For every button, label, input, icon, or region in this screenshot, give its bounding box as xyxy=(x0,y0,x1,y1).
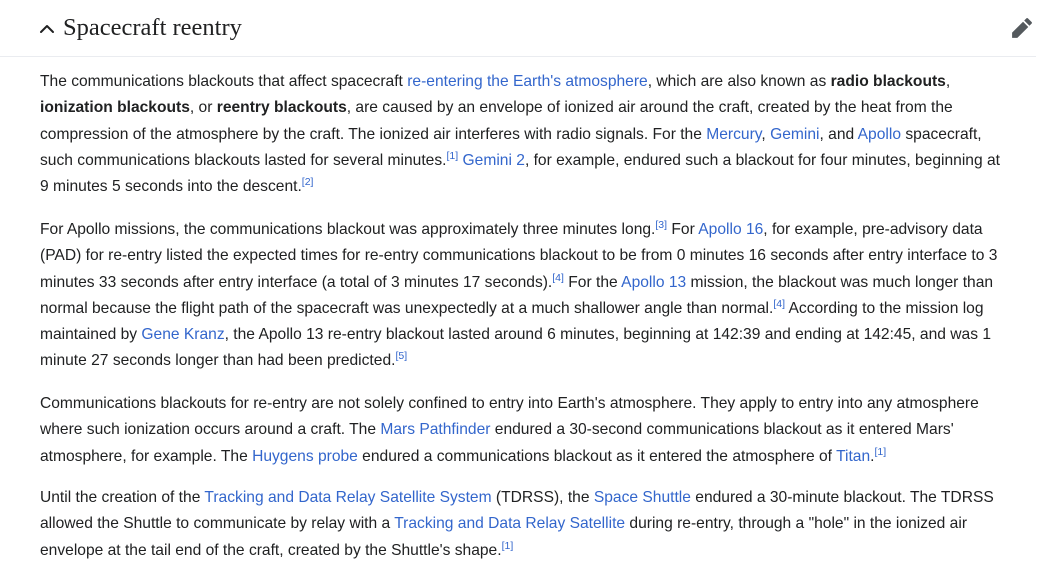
paragraph xyxy=(40,217,997,375)
section-header xyxy=(0,0,1036,57)
text-run: allowed the Shuttle to communicate by relay with a xyxy=(40,515,395,533)
text-run: maintained by xyxy=(40,326,142,344)
text-run: endured a 30-second communications blackout as it entered Mars' xyxy=(490,421,954,439)
text-run: endured a 30-minute blackout. The TDRSS xyxy=(690,489,994,506)
inline-link[interactable]: Gemini 2 xyxy=(462,151,525,169)
text-run: endured a communications blackout as it entered the atmosphere of xyxy=(357,447,837,465)
text-run: during re-entry, through a "hole" in the ionized air xyxy=(625,515,968,533)
text-run: spacecraft, xyxy=(901,125,982,143)
text-run: Until the creation of the xyxy=(40,489,205,506)
text-run: atmosphere, for example. The xyxy=(40,447,253,465)
reference-link[interactable]: [5] xyxy=(395,350,408,363)
text-run: . xyxy=(870,447,875,465)
text-run: , for example, pre-advisory data xyxy=(763,221,983,238)
reference-link[interactable]: [1] xyxy=(874,445,887,458)
text-run: , for example, endured such a blackout for four minutes, beginning at xyxy=(524,151,1000,169)
text-run: normal because the flight path of the spacecraft was unexpectedly at a much shallower angle than normal. xyxy=(40,299,774,317)
inline-link[interactable]: Apollo 13 xyxy=(621,273,687,291)
text-run: minutes 33 seconds after entry interface (a total of 3 minutes 17 seconds). xyxy=(40,273,553,291)
inline-link[interactable]: Titan xyxy=(836,447,871,465)
text-run: , the Apollo 13 re-entry blackout lasted around 6 minutes, beginning at 142:39 and ending at 142:45, and was 1 xyxy=(224,326,992,344)
bold-term: radio blackouts xyxy=(830,73,946,90)
reference-superscript xyxy=(447,150,459,162)
inline-link[interactable]: Gene Kranz xyxy=(141,326,225,344)
text-run: (PAD) for re-entry listed the expected times for re-entry communications blackout to be from 0 minutes 16 seconds after entry interface to 3 xyxy=(40,247,998,265)
reference-link[interactable]: [1] xyxy=(501,539,514,552)
inline-link[interactable]: Mercury xyxy=(706,125,762,143)
inline-link[interactable]: re-entering the Earth's atmosphere xyxy=(407,73,648,90)
bold-term: ionization blackouts xyxy=(40,99,190,117)
reference-link[interactable]: [4] xyxy=(552,271,564,284)
inline-link[interactable]: Space Shuttle xyxy=(593,489,691,506)
reference-superscript xyxy=(502,539,514,551)
inline-link[interactable]: Mars Pathfinder xyxy=(380,421,491,439)
section-title: Spacecraft reentry xyxy=(63,14,242,41)
text-run: For Apollo missions, the communications blackout was approximately three minutes long. xyxy=(40,221,656,238)
text-run: According to the mission log xyxy=(785,299,984,317)
text-run: where such ionization occurs around a craft. The xyxy=(40,421,381,439)
text-run: mission, the blackout was much longer than xyxy=(686,273,994,291)
text-run: The communications blackouts that affect spacecraft xyxy=(40,73,408,90)
paragraph xyxy=(40,485,994,564)
inline-link[interactable]: Tracking and Data Relay Satellite xyxy=(394,515,626,533)
inline-link[interactable]: Gemini xyxy=(770,125,820,143)
text-run: envelope at the tail end of the craft, created by the Shuttle's shape. xyxy=(40,541,502,559)
reference-superscript xyxy=(395,350,407,362)
paragraph xyxy=(40,69,1000,200)
text-run: compression of the atmosphere by the craft. The ionized air interferes with radio signals. For the xyxy=(40,125,707,143)
inline-link[interactable]: Tracking and Data Relay Satellite System xyxy=(204,489,492,506)
text-run: such communications blackouts lasted for several minutes. xyxy=(40,151,447,169)
text-run: , and xyxy=(819,125,858,143)
text-run: (TDRSS), the xyxy=(491,489,594,506)
text-run: , which are also known as xyxy=(647,73,831,90)
pencil-icon[interactable] xyxy=(1011,17,1033,39)
reference-superscript xyxy=(302,176,314,188)
chevron-up-icon[interactable] xyxy=(38,20,56,38)
text-run: , are caused by an envelope of ionized air around the craft, created by the heat from the xyxy=(346,99,953,117)
reference-superscript xyxy=(875,445,887,457)
reference-link[interactable]: [4] xyxy=(773,297,786,310)
text-run: , or xyxy=(189,99,217,117)
reference-link[interactable]: [2] xyxy=(301,176,314,188)
inline-link[interactable]: Huygens probe xyxy=(252,447,358,465)
reference-link[interactable]: [3] xyxy=(655,218,668,231)
text-run: For the xyxy=(563,273,622,291)
bold-term: reentry blackouts xyxy=(216,99,347,117)
reference-link[interactable]: [1] xyxy=(446,149,459,162)
reference-superscript xyxy=(773,298,785,310)
reference-superscript xyxy=(552,271,564,283)
inline-link[interactable]: Apollo 16 xyxy=(698,221,764,238)
text-run: For xyxy=(667,221,699,238)
reference-superscript xyxy=(655,219,667,231)
text-run: 9 minutes 5 seconds into the descent. xyxy=(40,178,302,196)
paragraph xyxy=(40,391,979,470)
text-run: , xyxy=(761,125,771,143)
text-run: minute 27 seconds longer than had been predicted. xyxy=(40,352,396,370)
inline-link[interactable]: Apollo xyxy=(857,125,902,143)
text-run: , xyxy=(945,73,951,90)
text-run: Communications blackouts for re-entry are not solely confined to entry into Earth's atmosphere. They apply to entry into any atmosphere xyxy=(40,395,979,412)
